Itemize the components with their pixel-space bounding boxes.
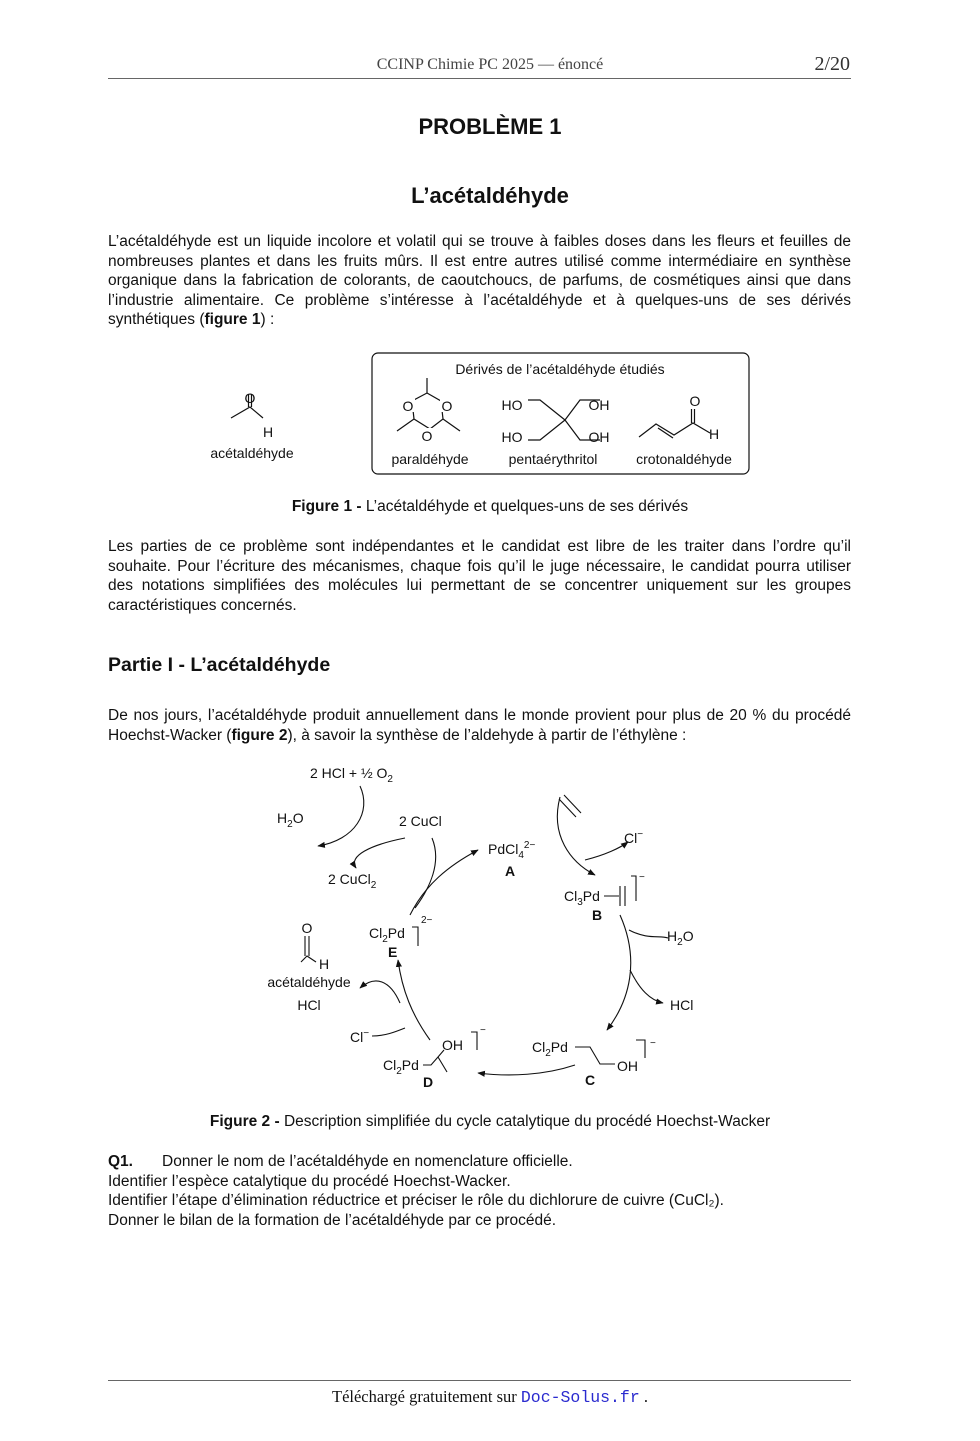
pentaerythritol-label: pentaérythritol [508, 451, 598, 467]
footer [0, 1387, 980, 1407]
footer-link[interactable]: Doc-Solus.fr [520, 1388, 640, 1407]
fig2-acetaldehyde-carbonyl [305, 936, 309, 956]
label-a: A [505, 863, 516, 879]
acetaldehyde-o-atom: O [244, 390, 256, 406]
fig2-acetaldehyde-h-atom: H [318, 956, 330, 972]
hcl-left: HCl [297, 997, 321, 1013]
acetaldehyde-label: acétaldéhyde [210, 445, 294, 461]
water-right: $H_2O$ [667, 928, 694, 948]
label-b: B [592, 907, 603, 923]
problem-title: PROBLÈME 1 [418, 114, 562, 139]
e-bracket [412, 927, 418, 946]
water-in-arrow [629, 930, 668, 938]
question-1-text-1: Donner le nom de l’acétaldéhyde en nomenclature officielle. [162, 1153, 573, 1170]
hcl-out-arrow [630, 970, 663, 1003]
c-bracket [636, 1040, 645, 1058]
intro-text: L’acétaldéhyde est un liquide incolore et volatil qui se trouve à faibles doses dans les fleurs et feuilles de nombreuses plantes et dans les fruits mûrs. Il est entre autres utilisé comme intermédiaire en synthèse organique dans la fabrication de colorants, de caoutchoucs, de parfums, de cosmétiques ainsi que dans l’industrie alimentaire. Ce problème s’intéresse à l’acétaldéhyde et à quelques-uns de ses dérivés synthétiques ( [108, 233, 851, 329]
intro-paragraph [108, 232, 851, 330]
fig2-acetaldehyde-o-atom: O [301, 920, 313, 936]
e-to-a-arrow [410, 850, 478, 915]
hw-text-end: ), à savoir la synthèse de l’aldehyde à partir de l’éthylène : [287, 726, 687, 744]
header-rule [108, 78, 851, 79]
acetaldehyde-skeleton [231, 407, 263, 418]
reox-reagents: 2 HCl + ½ $O_2$ [310, 765, 393, 785]
cucl-to-cucl2-arrow [354, 838, 405, 868]
paraldehyde-label: paraldéhyde [391, 451, 469, 467]
cl-release-arrow [585, 842, 628, 860]
crotonaldehyde-label: crotonaldéhyde [636, 451, 732, 467]
hoechst-wacker-paragraph [108, 706, 851, 745]
figure1-reference: figure 1 [204, 311, 261, 329]
b-bracket [604, 876, 636, 906]
intro-text-end: ) : [260, 311, 275, 329]
hw-text: De nos jours, l’acétaldéhyde produit annuellement dans le monde provient pour plus de 20 % du procédé Hoechst-Wacker ( [108, 707, 851, 744]
crotonaldehyde-skeleton [639, 423, 710, 437]
pentaerythritol-oh-2: OH [588, 429, 610, 445]
footer-text: Téléchargé gratuitement sur [332, 1387, 521, 1406]
figure1-caption-text: L’acétaldéhyde et quelques-uns de ses dérivés [361, 498, 689, 515]
species-d-formula: $Cl_2Pd$ [383, 1057, 419, 1077]
part1-title: Partie I - L’acétaldéhyde [108, 654, 331, 676]
water-left: $H_2O$ [277, 810, 304, 830]
c-to-d-arrow [478, 1065, 575, 1075]
d-bracket [471, 1032, 477, 1050]
acetaldehyde-h-atom: H [262, 424, 274, 440]
reox-water-arrow [318, 786, 364, 846]
species-c-formula: $Cl_2Pd$ [532, 1039, 568, 1059]
paraldehyde-o-atom-1: O [402, 398, 414, 414]
species-b-formula: $Cl_3Pd$ [564, 888, 600, 908]
copper-chloride: 2 CuCl [399, 813, 442, 829]
species-a-formula: PdCl$_4^{2-}$ [488, 840, 536, 861]
chloride-left: Cl− [350, 1028, 370, 1045]
question-1-line-2: Identifier l’espèce catalytique du procédé Hoechst-Wacker. [108, 1172, 511, 1190]
paraldehyde-ring [412, 393, 443, 429]
d-to-e-arrow [398, 960, 430, 1040]
c-hydroxyl: OH [617, 1058, 638, 1074]
ethylene-double-bond [559, 795, 581, 817]
label-e: E [388, 944, 398, 960]
figure-1 [0, 340, 980, 490]
d-hydroxyl: OH [442, 1037, 463, 1053]
question-1-line-1 [108, 1152, 851, 1172]
label-d: D [423, 1074, 434, 1090]
question-1-label: Q1. [108, 1153, 133, 1170]
e-charge: 2− [421, 915, 433, 926]
product-out-arrow [360, 981, 400, 1003]
label-c: C [585, 1072, 596, 1088]
figure2-caption-text: Description simplifiée du cycle catalytique du procédé Hoechst-Wacker [279, 1113, 771, 1130]
c-skeleton [575, 1047, 615, 1064]
page-number: 2/20 [814, 53, 850, 75]
figure1-caption-label: Figure 1 - [291, 498, 362, 515]
footer-end: . [639, 1387, 648, 1406]
c-charge: − [650, 1038, 656, 1049]
species-e-formula: $Cl_2Pd$ [369, 925, 405, 945]
pentaerythritol-ho-2: HO [501, 429, 523, 445]
b-charge: − [639, 872, 645, 883]
parts-paragraph: Les parties de ce problème sont indépendantes et le candidat est libre de les traiter dans l’ordre qu’il souhaite. Pour l’écriture des mécanismes, chaque fois qu’il le juge nécessaire, le candidat pourra utiliser des notations simplifiées des molécules lui permettant de se concentrer uniquement sur les groupes caractéristiques concernés. [108, 538, 851, 614]
paraldehyde-o-atom-2: O [441, 398, 453, 414]
copper-dichloride: 2 CuCl$_2$ [328, 871, 377, 891]
subject-title: L’acétaldéhyde [411, 183, 569, 208]
b-to-c-arrow [607, 915, 631, 1030]
cl-in-arrow [372, 1028, 405, 1036]
paraldehyde-o-atom-3: O [421, 428, 433, 444]
question-1-line-3: Identifier l’étape d’élimination réductrice et préciser le rôle du dichlorure de cuivre (CuCl₂). [108, 1192, 724, 1209]
pentaerythritol-oh-1: OH [588, 397, 610, 413]
crotonaldehyde-o-atom: O [689, 393, 701, 409]
figure2-reference: figure 2 [231, 726, 288, 744]
figure2-caption-label: Figure 2 - [209, 1113, 280, 1130]
footer-rule [108, 1380, 851, 1381]
question-1 [108, 1152, 851, 1230]
d-skeleton [423, 1050, 447, 1072]
figure2-caption [0, 1113, 980, 1131]
fig2-acetaldehyde-label: acétaldéhyde [267, 974, 351, 990]
cucl-return-arrow [415, 838, 436, 908]
question-1-line-4: Donner le bilan de la formation de l’acétaldéhyde par ce procédé. [108, 1211, 557, 1229]
derivatives-box-title: Dérivés de l’acétaldéhyde étudiés [455, 361, 665, 377]
header-title: CCINP Chimie PC 2025 — énoncé [376, 56, 604, 73]
hcl-right: HCl [670, 997, 694, 1013]
figure1-caption [0, 498, 980, 516]
crotonaldehyde-h-atom: H [708, 426, 720, 442]
fig2-acetaldehyde-skeleton [301, 956, 316, 962]
chloride-top: Cl− [624, 829, 644, 846]
crotonaldehyde-carbonyl [692, 409, 695, 423]
figure-2 [0, 755, 980, 1105]
pentaerythritol-ho-1: HO [501, 397, 523, 413]
d-charge: − [480, 1025, 486, 1036]
